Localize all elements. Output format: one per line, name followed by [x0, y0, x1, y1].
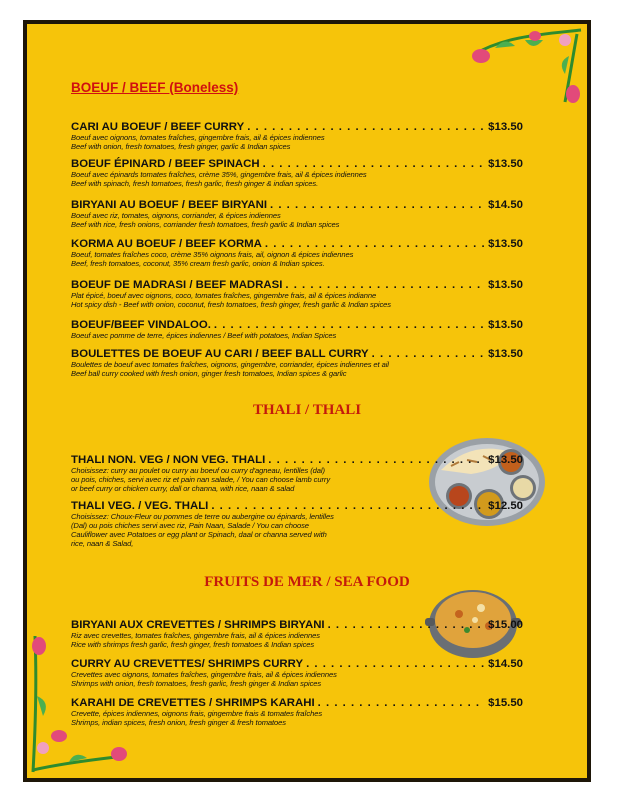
item-desc: Beef with onion, fresh tomatoes, fresh ginger, garlic & Indian spices [71, 142, 291, 151]
menu-page [23, 20, 591, 782]
menu-item [71, 697, 523, 727]
menu-item [71, 658, 523, 688]
item-price: $13.50 [488, 454, 523, 466]
item-name: THALI VEG. / VEG. THALI [71, 500, 209, 512]
item-price: $14.50 [488, 658, 523, 670]
item-price: $13.50 [488, 121, 523, 133]
item-name: THALI NON. VEG / NON VEG. THALI [71, 454, 266, 466]
menu-item [71, 199, 523, 229]
item-price: $14.50 [488, 199, 523, 211]
item-desc: Boeuf avec oignons, tomates fraîches, gingembre frais, ail & épices indiennes [71, 133, 325, 142]
item-desc: Boeuf, tomates fraîches coco, crème 35% oignons frais, ail, oignon & épices indiennes [71, 250, 354, 259]
item-price: $13.50 [488, 348, 523, 360]
item-desc: Hot spicy dish - Beef with onion, coconut, fresh tomatoes, fresh ginger, fresh garlic & Indian spices [71, 300, 391, 309]
item-desc: Beef, fresh tomatoes, coconut, 35% cream fresh garlic, onion & Indian spices. [71, 259, 325, 268]
item-desc: (Dal) ou pois chiches servi avec riz, Pain Naan, Salade / You can choose [71, 521, 309, 530]
section-title-thali: THALI / THALI [252, 402, 362, 418]
item-desc: Shrimps with onion, fresh tomatoes, fresh garlic, fresh ginger & Indian spices [71, 679, 322, 688]
menu-item [71, 500, 523, 548]
item-price: $15.00 [488, 619, 523, 631]
menu-item [71, 158, 523, 188]
item-name: BIRYANI AUX CREVETTES / SHRIMPS BIRYANI [71, 619, 325, 631]
item-name: BOEUF/BEEF VINDALOO. [71, 319, 211, 331]
menu-item [71, 348, 523, 378]
item-desc: Shrimps, indian spices, fresh onion, fresh ginger & fresh tomatoes [71, 718, 286, 727]
menu-item [71, 279, 523, 309]
item-name: CARI AU BOEUF / BEEF CURRY [71, 121, 245, 133]
item-desc: rice, naan & Salad, [71, 539, 134, 548]
item-desc: Choisissez: curry au poulet ou curry au boeuf ou curry d'agneau, lentilles (dal) [71, 466, 325, 475]
item-name: BOEUF DE MADRASI / BEEF MADRASI [71, 279, 283, 291]
item-desc: or beef curry or chicken curry, dall or channa, with rice, naan & salad [71, 484, 295, 493]
item-price: $13.50 [488, 238, 523, 250]
item-price: $15.50 [488, 697, 523, 709]
item-desc: Crevette, épices indiennes, oignons frais, gingembre frais & tomates fraîches [71, 709, 323, 718]
tulip-corner-decoration [465, 26, 585, 104]
item-desc: Choisissez: Choux-Fleur ou pommes de terre ou aubergine ou épinards, lentilles [71, 512, 334, 521]
item-desc: Boulettes de boeuf avec tomates fraîches, oignons, gingembre, corriander, épices indiennes et ail [71, 360, 389, 369]
item-name: BOEUF ÉPINARD / BEEF SPINACH [71, 158, 260, 170]
item-desc: Plat épicé, boeuf avec oignons, coco, tomates fraîches, gingembre frais, ail & épices indianne [71, 291, 377, 300]
item-desc: Boeuf avec épinards tomates fraîches, crème 35%, gingembre frais, ail & épices indiennes [71, 170, 367, 179]
item-desc: Riz avec crevettes, tomates fraîches, gingembre frais, ail & épices indiennes [71, 631, 320, 640]
item-desc: Boeuf avec riz, tomates, oignons, corriander, & épices indiennes [71, 211, 281, 220]
section-title-seafood: FRUITS DE MER / SEA FOOD [204, 574, 410, 590]
item-desc: Boeuf avec pomme de terre, épices indiennes / Beef with potatoes, Indian Spices [71, 331, 337, 340]
item-name: BOULETTES DE BOEUF AU CARI / BEEF BALL CURRY [71, 348, 369, 360]
item-name: BIRYANI AU BOEUF / BEEF BIRYANI [71, 199, 267, 211]
menu-item [71, 121, 523, 151]
item-desc: Beef ball curry cooked with fresh onion, ginger fresh tomatoes, Indian spices & garlic [71, 369, 347, 378]
item-name: KARAHI DE CREVETTES / SHRIMPS KARAHI [71, 697, 315, 709]
menu-item [71, 454, 523, 493]
menu-item [71, 619, 523, 649]
item-price: $12.50 [488, 500, 523, 512]
item-name: CURRY AU CREVETTES/ SHRIMPS CURRY [71, 658, 304, 670]
item-price: $13.50 [488, 158, 523, 170]
item-price: $13.50 [488, 279, 523, 291]
menu-item [71, 319, 523, 340]
item-desc: Rice with shrimps fresh garlic, fresh ginger, fresh tomatoes & Indian spices [71, 640, 315, 649]
item-price: $13.50 [488, 319, 523, 331]
section-title-beef: BOEUF / BEEF (Boneless) [71, 80, 239, 95]
item-desc: Cauliflower avec Potatoes or egg plant or Spinach, daal or channa served with [71, 530, 327, 539]
item-name: KORMA AU BOEUF / BEEF KORMA [71, 238, 262, 250]
item-desc: Crevettes avec oignons, tomates fraîches, gingembre frais, ail & épices indiennes [71, 670, 337, 679]
item-desc: Beef with spinach, fresh tomatoes, fresh garlic, fresh ginger & indian spices. [71, 179, 319, 188]
item-desc: Beef with rice, fresh onions, corriander fresh tomatoes, fresh garlic & Indian spices [71, 220, 340, 229]
item-desc: ou pois, chiches, servi avec riz et pain nan salade, / You can choose lamb curry [71, 475, 331, 484]
menu-item [71, 238, 523, 268]
